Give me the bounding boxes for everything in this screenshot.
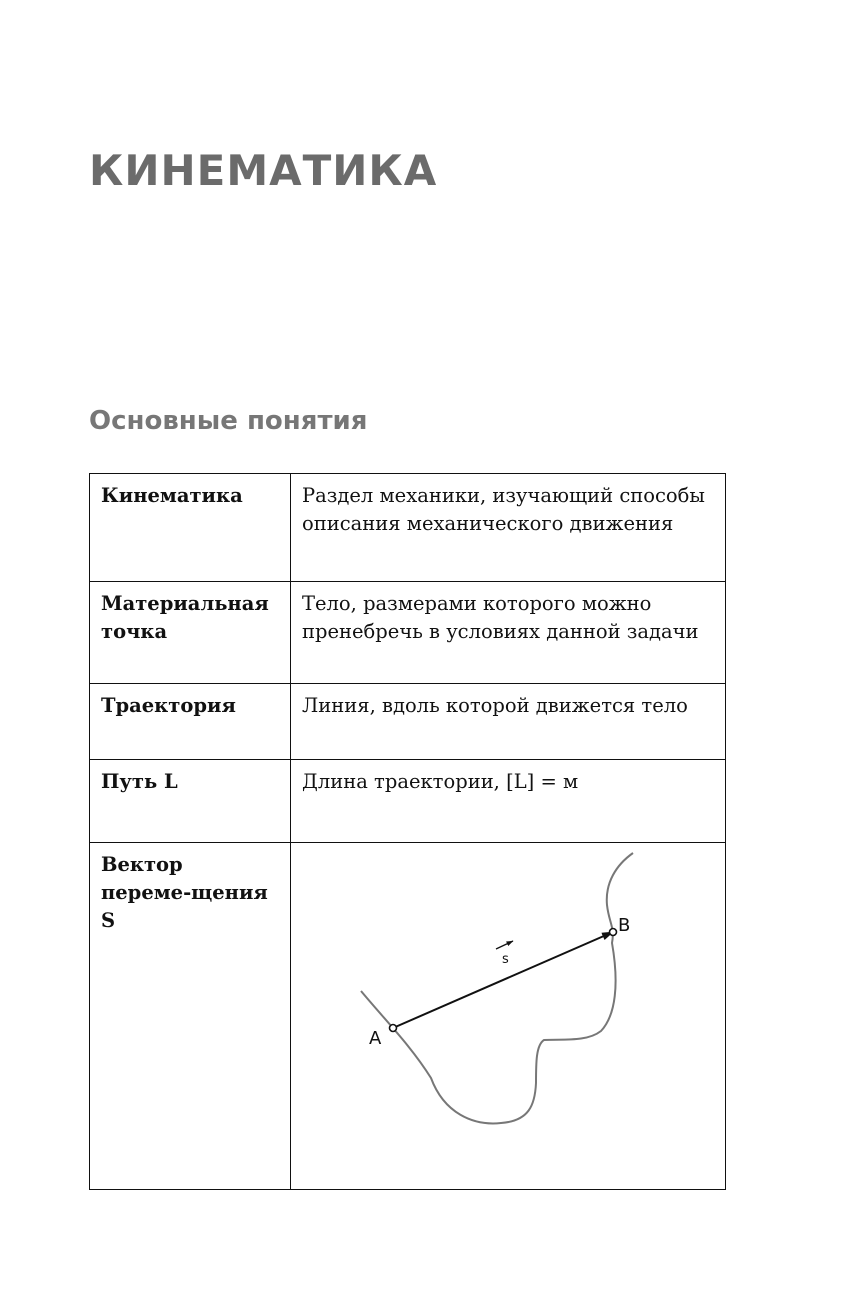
page-title: КИНЕМАТИКА bbox=[89, 146, 438, 195]
definition-cell: Тело, размерами которого можно пренебречь в условиях данной задачи bbox=[291, 582, 726, 684]
point-b-label: B bbox=[618, 915, 631, 936]
definition-cell: Линия, вдоль которой движется тело bbox=[291, 684, 726, 760]
concepts-table bbox=[89, 473, 726, 1190]
vector-label: s bbox=[502, 952, 509, 967]
point-a-label: A bbox=[369, 1028, 382, 1049]
displacement-figure-cell bbox=[291, 843, 726, 1190]
table-row bbox=[90, 843, 726, 1190]
vector-label-arrow-icon bbox=[496, 941, 513, 949]
definition-cell: Длина траектории, [L] = м bbox=[291, 760, 726, 843]
table-row bbox=[90, 582, 726, 684]
displacement-figure bbox=[291, 843, 727, 1190]
point-b-marker bbox=[610, 929, 617, 936]
term-cell: Кинематика bbox=[90, 474, 291, 582]
table-row bbox=[90, 760, 726, 843]
definition-cell: Раздел механики, изучающий способы описания механического движения bbox=[291, 474, 726, 582]
term-cell: Материальная точка bbox=[90, 582, 291, 684]
table-row bbox=[90, 474, 726, 582]
term-cell: Путь L bbox=[90, 760, 291, 843]
term-cell: Траектория bbox=[90, 684, 291, 760]
table-row bbox=[90, 684, 726, 760]
point-a-marker bbox=[390, 1025, 397, 1032]
term-cell: Вектор переме-щения S bbox=[90, 843, 291, 1190]
trajectory-curve bbox=[361, 853, 633, 1123]
section-title: Основные понятия bbox=[89, 406, 368, 436]
